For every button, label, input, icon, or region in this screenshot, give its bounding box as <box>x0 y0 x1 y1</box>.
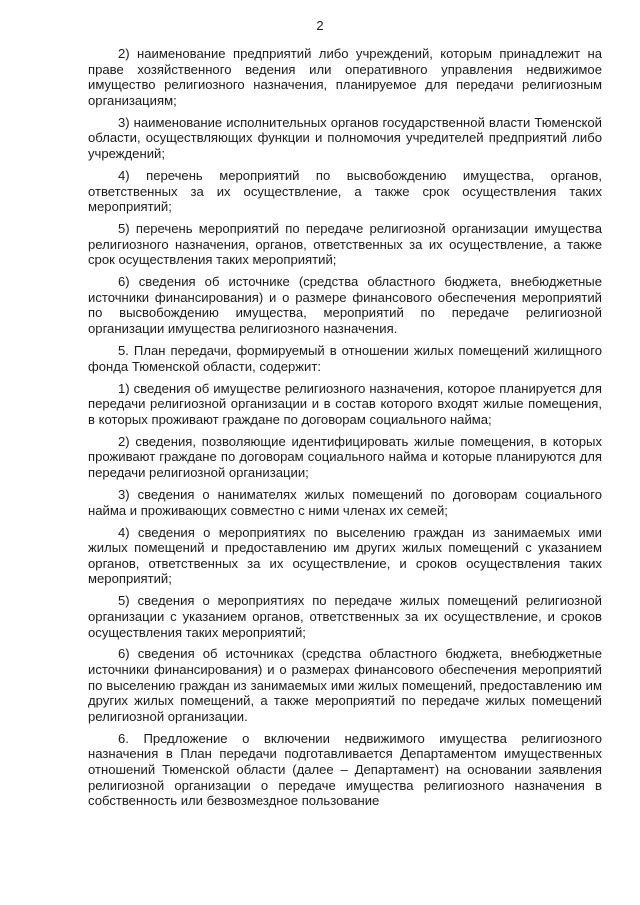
paragraph-subitem-6: 6) сведения об источниках (средства областного бюджета, внебюджетные источники финансирования) и о размерах финансового обеспечения мероприятий по выселению граждан из занимаемых ими жилых помещений, предоставлению им других жилых помещений, а также мероприятий по передаче жилых помещений религиозной организации. <box>88 646 602 724</box>
paragraph-subitem-4: 4) сведения о мероприятиях по выселению граждан из занимаемых ими жилых помещений и предоставлению им других жилых помещений с указанием органов, ответственных за их осуществление, и сроков осуществления таких мероприятий; <box>88 524 602 587</box>
paragraph-subitem-1: 1) сведения об имуществе религиозного назначения, которое планируется для передачи религиозной организации и в состав которого входят жилые помещения, в которых проживают граждане по договорам социального найма; <box>88 380 602 427</box>
paragraph-item-4: 4) перечень мероприятий по высвобождению имущества, органов, ответственных за их осуществление, а также срок осуществления таких мероприятий; <box>88 167 602 215</box>
paragraph-section-6: 6. Предложение о включении недвижимого имущества религиозного назначения в План передачи подготавливается Департаментом имущественных отношений Тюменской области (далее – Департамент) на основании заявления религиозной организации о передаче имущества религиозного назначения в собственность или безвозмездное пользование <box>88 730 602 809</box>
paragraph-subitem-2: 2) сведения, позволяющие идентифицировать жилые помещения, в которых проживают граждане по договорам социального найма и которые планируются для передачи религиозной организации; <box>88 433 602 480</box>
paragraph-item-3: 3) наименование исполнительных органов государственной власти Тюменской области, осуществляющих функции и полномочия учредителей предприятий либо учреждений; <box>88 114 602 161</box>
paragraph-section-5: 5. План передачи, формируемый в отношении жилых помещений жилищного фонда Тюменской области, содержит: <box>88 343 602 374</box>
page-number: 2 <box>316 18 324 33</box>
paragraph-subitem-3: 3) сведения о нанимателях жилых помещений по договорам социального найма и проживающих совместно с ними членах их семей; <box>88 486 602 518</box>
paragraph-item-6: 6) сведения об источнике (средства областного бюджета, внебюджетные источники финансирования) и о размере финансового обеспечения мероприятий по высвобождению имущества, мероприятий по передаче религиозной организации имущества религиозного назначения. <box>88 274 602 337</box>
paragraph-item-5: 5) перечень мероприятий по передаче религиозной организации имущества религиозного назначения, органов, ответственных за их осуществление, а также срок осуществления таких мероприятий; <box>88 221 602 268</box>
paragraph-subitem-5: 5) сведения о мероприятиях по передаче жилых помещений религиозной организации с указанием органов, ответственных за их осуществление, и сроков осуществления таких мероприятий; <box>88 593 602 640</box>
document-body <box>88 46 602 815</box>
paragraph-item-2: 2) наименование предприятий либо учреждений, которым принадлежит на праве хозяйственного ведения или оперативного управления недвижимое имущество религиозного назначения, планируемое для передачи религиозным организациям; <box>88 46 602 108</box>
